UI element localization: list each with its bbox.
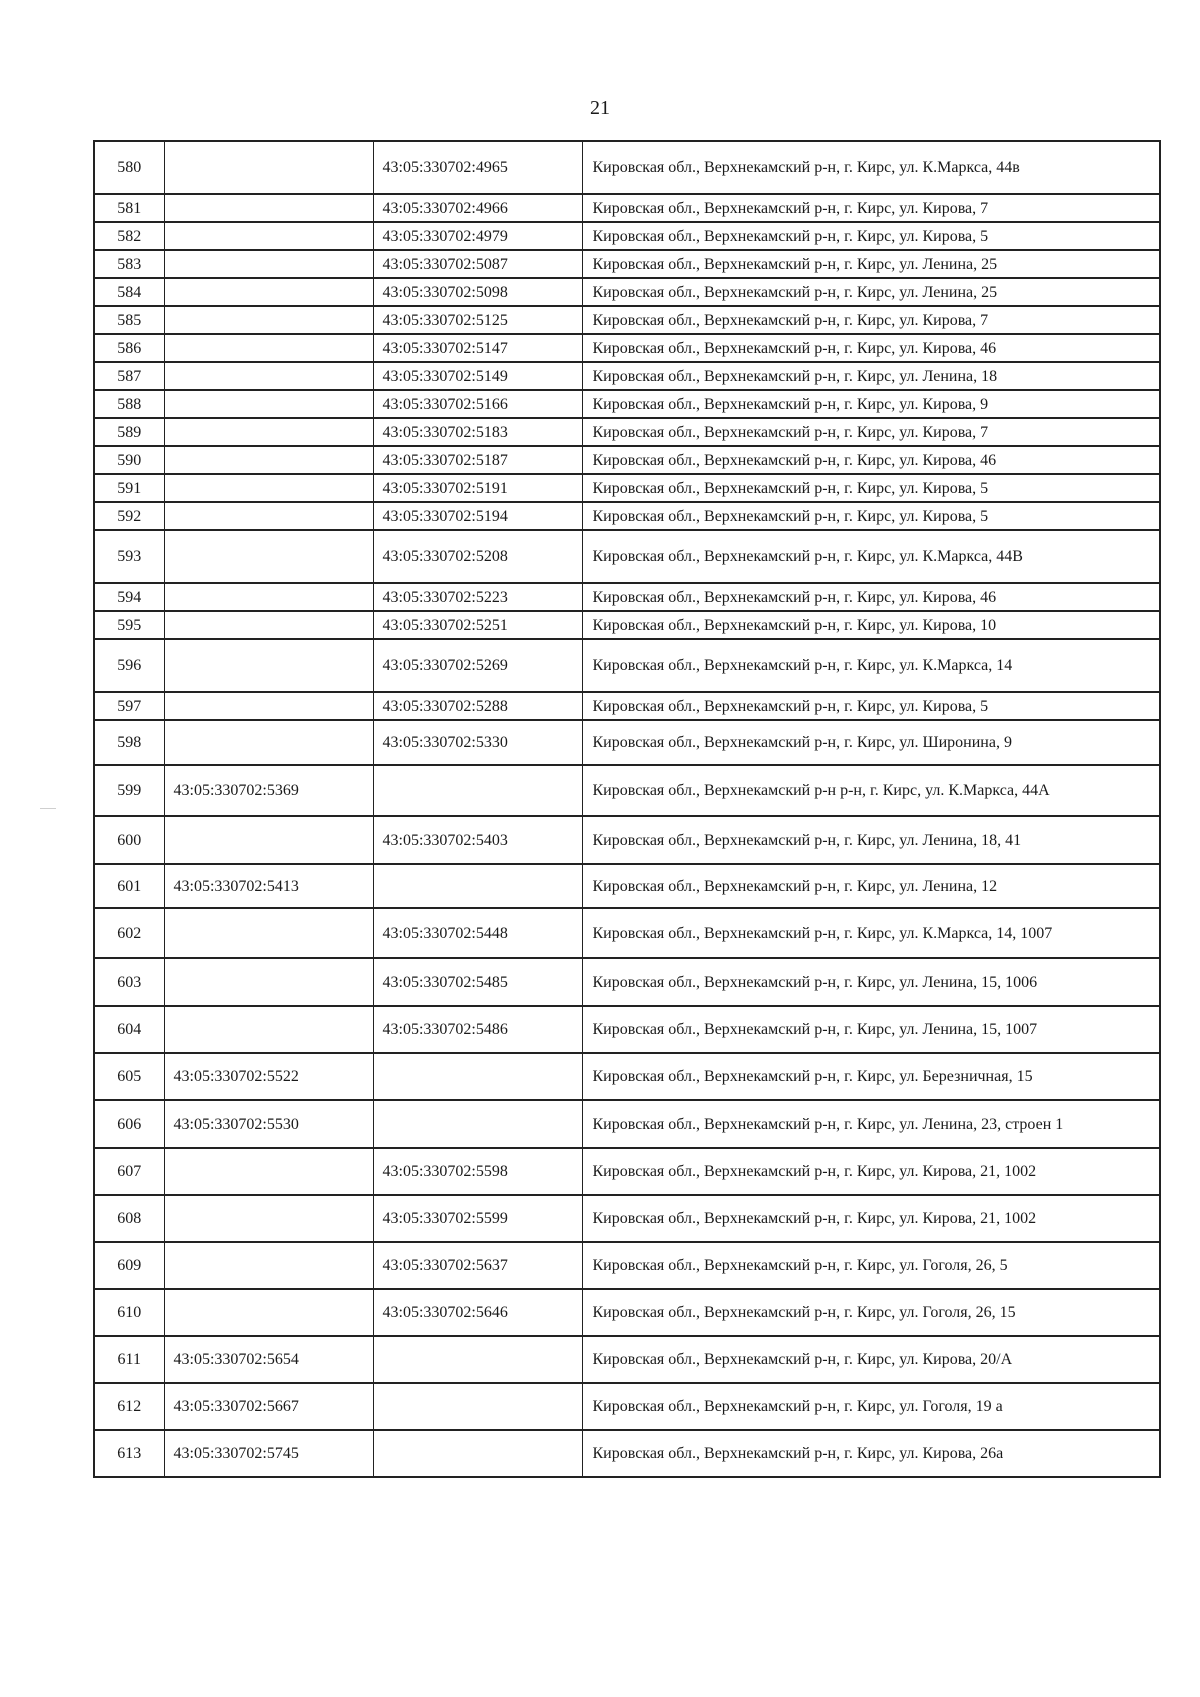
parcel-cadastral-cell <box>164 222 373 250</box>
row-number-cell: 609 <box>94 1242 164 1289</box>
table-row <box>94 1430 1160 1477</box>
table-row <box>94 334 1160 362</box>
building-cadastral-cell: 43:05:330702:5330 <box>373 720 582 765</box>
row-number-cell: 587 <box>94 362 164 390</box>
building-cadastral-cell: 43:05:330702:5403 <box>373 816 582 864</box>
parcel-cadastral-cell: 43:05:330702:5413 <box>164 864 373 908</box>
parcel-cadastral-cell <box>164 418 373 446</box>
row-number-cell: 602 <box>94 908 164 958</box>
table-row <box>94 583 1160 611</box>
page-number: 21 <box>590 97 610 119</box>
building-cadastral-cell: 43:05:330702:5149 <box>373 362 582 390</box>
row-number-cell: 611 <box>94 1336 164 1383</box>
table-row <box>94 1242 1160 1289</box>
building-cadastral-cell <box>373 1100 582 1148</box>
address-cell: Кировская обл., Верхнекамский р-н, г. Кирс, ул. К.Маркса, 44в <box>582 141 1160 194</box>
building-cadastral-cell <box>373 1336 582 1383</box>
building-cadastral-cell: 43:05:330702:5637 <box>373 1242 582 1289</box>
parcel-cadastral-cell: 43:05:330702:5745 <box>164 1430 373 1477</box>
address-cell: Кировская обл., Верхнекамский р-н, г. Кирс, ул. Кирова, 5 <box>582 502 1160 530</box>
building-cadastral-cell: 43:05:330702:5251 <box>373 611 582 639</box>
address-cell: Кировская обл., Верхнекамский р-н, г. Кирс, ул. Кирова, 5 <box>582 692 1160 720</box>
address-cell: Кировская обл., Верхнекамский р-н, г. Кирс, ул. Ленина, 23, строен 1 <box>582 1100 1160 1148</box>
address-cell: Кировская обл., Верхнекамский р-н, г. Кирс, ул. Кирова, 46 <box>582 583 1160 611</box>
building-cadastral-cell: 43:05:330702:5599 <box>373 1195 582 1242</box>
parcel-cadastral-cell <box>164 250 373 278</box>
row-number-cell: 599 <box>94 765 164 816</box>
row-number-cell: 608 <box>94 1195 164 1242</box>
parcel-cadastral-cell <box>164 306 373 334</box>
address-cell: Кировская обл., Верхнекамский р-н, г. Кирс, ул. Кирова, 7 <box>582 194 1160 222</box>
row-number-cell: 597 <box>94 692 164 720</box>
address-cell: Кировская обл., Верхнекамский р-н, г. Кирс, ул. Ленина, 15, 1007 <box>582 1006 1160 1053</box>
row-number-cell: 592 <box>94 502 164 530</box>
table-row <box>94 1195 1160 1242</box>
table-row <box>94 390 1160 418</box>
building-cadastral-cell: 43:05:330702:5448 <box>373 908 582 958</box>
table-row <box>94 194 1160 222</box>
register-table-body <box>94 141 1160 1477</box>
building-cadastral-cell: 43:05:330702:5486 <box>373 1006 582 1053</box>
row-number-cell: 586 <box>94 334 164 362</box>
row-number-cell: 584 <box>94 278 164 306</box>
address-cell: Кировская обл., Верхнекамский р-н, г. Кирс, ул. Кирова, 20/А <box>582 1336 1160 1383</box>
parcel-cadastral-cell <box>164 194 373 222</box>
parcel-cadastral-cell: 43:05:330702:5530 <box>164 1100 373 1148</box>
table-row <box>94 362 1160 390</box>
building-cadastral-cell: 43:05:330702:5194 <box>373 502 582 530</box>
row-number-cell: 580 <box>94 141 164 194</box>
parcel-cadastral-cell: 43:05:330702:5667 <box>164 1383 373 1430</box>
parcel-cadastral-cell <box>164 446 373 474</box>
address-cell: Кировская обл., Верхнекамский р-н, г. Кирс, ул. Гоголя, 26, 15 <box>582 1289 1160 1336</box>
table-row <box>94 222 1160 250</box>
row-number-cell: 590 <box>94 446 164 474</box>
row-number-cell: 589 <box>94 418 164 446</box>
table-row <box>94 418 1160 446</box>
parcel-cadastral-cell <box>164 1195 373 1242</box>
row-number-cell: 582 <box>94 222 164 250</box>
parcel-cadastral-cell <box>164 278 373 306</box>
address-cell: Кировская обл., Верхнекамский р-н, г. Кирс, ул. Кирова, 46 <box>582 446 1160 474</box>
table-row <box>94 1148 1160 1195</box>
row-number-cell: 595 <box>94 611 164 639</box>
row-number-cell: 600 <box>94 816 164 864</box>
table-row <box>94 765 1160 816</box>
row-number-cell: 605 <box>94 1053 164 1100</box>
parcel-cadastral-cell <box>164 908 373 958</box>
row-number-cell: 604 <box>94 1006 164 1053</box>
address-cell: Кировская обл., Верхнекамский р-н, г. Кирс, ул. Ленина, 15, 1006 <box>582 958 1160 1006</box>
table-row <box>94 1336 1160 1383</box>
parcel-cadastral-cell <box>164 390 373 418</box>
table-row <box>94 1289 1160 1336</box>
parcel-cadastral-cell <box>164 692 373 720</box>
cadastral-register-table <box>93 140 1161 1478</box>
parcel-cadastral-cell: 43:05:330702:5369 <box>164 765 373 816</box>
row-number-cell: 613 <box>94 1430 164 1477</box>
address-cell: Кировская обл., Верхнекамский р-н, г. Кирс, ул. К.Маркса, 44В <box>582 530 1160 583</box>
table-row <box>94 639 1160 692</box>
parcel-cadastral-cell: 43:05:330702:5654 <box>164 1336 373 1383</box>
parcel-cadastral-cell <box>164 530 373 583</box>
address-cell: Кировская обл., Верхнекамский р-н, г. Кирс, ул. Кирова, 21, 1002 <box>582 1195 1160 1242</box>
table-row <box>94 1006 1160 1053</box>
table-row <box>94 692 1160 720</box>
building-cadastral-cell: 43:05:330702:5098 <box>373 278 582 306</box>
address-cell: Кировская обл., Верхнекамский р-н, г. Кирс, ул. Ленина, 25 <box>582 278 1160 306</box>
building-cadastral-cell <box>373 1430 582 1477</box>
table-row <box>94 611 1160 639</box>
table-row <box>94 306 1160 334</box>
table-row <box>94 1383 1160 1430</box>
address-cell: Кировская обл., Верхнекамский р-н, г. Кирс, ул. Кирова, 9 <box>582 390 1160 418</box>
parcel-cadastral-cell <box>164 816 373 864</box>
row-number-cell: 591 <box>94 474 164 502</box>
parcel-cadastral-cell <box>164 1006 373 1053</box>
address-cell: Кировская обл., Верхнекамский р-н, г. Кирс, ул. Кирова, 5 <box>582 222 1160 250</box>
building-cadastral-cell: 43:05:330702:5191 <box>373 474 582 502</box>
building-cadastral-cell: 43:05:330702:5598 <box>373 1148 582 1195</box>
address-cell: Кировская обл., Верхнекамский р-н, г. Кирс, ул. К.Маркса, 14, 1007 <box>582 908 1160 958</box>
row-number-cell: 594 <box>94 583 164 611</box>
row-number-cell: 593 <box>94 530 164 583</box>
address-cell: Кировская обл., Верхнекамский р-н, г. Кирс, ул. Кирова, 7 <box>582 418 1160 446</box>
building-cadastral-cell: 43:05:330702:5208 <box>373 530 582 583</box>
table-row <box>94 141 1160 194</box>
row-number-cell: 588 <box>94 390 164 418</box>
table-row <box>94 720 1160 765</box>
row-number-cell: 607 <box>94 1148 164 1195</box>
table-row <box>94 250 1160 278</box>
row-number-cell: 612 <box>94 1383 164 1430</box>
table-row <box>94 816 1160 864</box>
parcel-cadastral-cell: 43:05:330702:5522 <box>164 1053 373 1100</box>
address-cell: Кировская обл., Верхнекамский р-н, г. Кирс, ул. Кирова, 21, 1002 <box>582 1148 1160 1195</box>
parcel-cadastral-cell <box>164 611 373 639</box>
row-number-cell: 606 <box>94 1100 164 1148</box>
row-number-cell: 603 <box>94 958 164 1006</box>
building-cadastral-cell: 43:05:330702:4979 <box>373 222 582 250</box>
building-cadastral-cell: 43:05:330702:4966 <box>373 194 582 222</box>
row-number-cell: 610 <box>94 1289 164 1336</box>
row-number-cell: 583 <box>94 250 164 278</box>
table-row <box>94 864 1160 908</box>
address-cell: Кировская обл., Верхнекамский р-н, г. Кирс, ул. Ленина, 12 <box>582 864 1160 908</box>
table-row <box>94 1100 1160 1148</box>
building-cadastral-cell: 43:05:330702:5269 <box>373 639 582 692</box>
building-cadastral-cell <box>373 864 582 908</box>
table-row <box>94 958 1160 1006</box>
table-row <box>94 908 1160 958</box>
row-number-cell: 581 <box>94 194 164 222</box>
building-cadastral-cell: 43:05:330702:5485 <box>373 958 582 1006</box>
parcel-cadastral-cell <box>164 141 373 194</box>
address-cell: Кировская обл., Верхнекамский р-н, г. Кирс, ул. Ленина, 25 <box>582 250 1160 278</box>
parcel-cadastral-cell <box>164 1242 373 1289</box>
parcel-cadastral-cell <box>164 720 373 765</box>
address-cell: Кировская обл., Верхнекамский р-н, г. Кирс, ул. Ленина, 18 <box>582 362 1160 390</box>
table-row <box>94 278 1160 306</box>
building-cadastral-cell <box>373 1383 582 1430</box>
building-cadastral-cell: 43:05:330702:5288 <box>373 692 582 720</box>
address-cell: Кировская обл., Верхнекамский р-н, г. Кирс, ул. Кирова, 46 <box>582 334 1160 362</box>
building-cadastral-cell: 43:05:330702:5087 <box>373 250 582 278</box>
building-cadastral-cell <box>373 1053 582 1100</box>
building-cadastral-cell: 43:05:330702:5183 <box>373 418 582 446</box>
row-number-cell: 598 <box>94 720 164 765</box>
parcel-cadastral-cell <box>164 362 373 390</box>
table-row <box>94 530 1160 583</box>
building-cadastral-cell: 43:05:330702:5187 <box>373 446 582 474</box>
address-cell: Кировская обл., Верхнекамский р-н, г. Кирс, ул. Кирова, 26а <box>582 1430 1160 1477</box>
parcel-cadastral-cell <box>164 583 373 611</box>
address-cell: Кировская обл., Верхнекамский р-н, г. Кирс, ул. Кирова, 7 <box>582 306 1160 334</box>
address-cell: Кировская обл., Верхнекамский р-н, г. Кирс, ул. Гоголя, 26, 5 <box>582 1242 1160 1289</box>
table-row <box>94 446 1160 474</box>
building-cadastral-cell: 43:05:330702:5166 <box>373 390 582 418</box>
address-cell: Кировская обл., Верхнекамский р-н, г. Кирс, ул. Ленина, 18, 41 <box>582 816 1160 864</box>
address-cell: Кировская обл., Верхнекамский р-н, г. Кирс, ул. К.Маркса, 14 <box>582 639 1160 692</box>
parcel-cadastral-cell <box>164 502 373 530</box>
building-cadastral-cell: 43:05:330702:5646 <box>373 1289 582 1336</box>
building-cadastral-cell: 43:05:330702:5223 <box>373 583 582 611</box>
address-cell: Кировская обл., Верхнекамский р-н, г. Кирс, ул. Кирова, 5 <box>582 474 1160 502</box>
building-cadastral-cell: 43:05:330702:5125 <box>373 306 582 334</box>
row-number-cell: 596 <box>94 639 164 692</box>
address-cell: Кировская обл., Верхнекамский р-н, г. Кирс, ул. Кирова, 10 <box>582 611 1160 639</box>
address-cell: Кировская обл., Верхнекамский р-н р-н, г. Кирс, ул. К.Маркса, 44А <box>582 765 1160 816</box>
table-row <box>94 1053 1160 1100</box>
parcel-cadastral-cell <box>164 639 373 692</box>
parcel-cadastral-cell <box>164 1148 373 1195</box>
address-cell: Кировская обл., Верхнекамский р-н, г. Кирс, ул. Березничная, 15 <box>582 1053 1160 1100</box>
building-cadastral-cell: 43:05:330702:4965 <box>373 141 582 194</box>
table-row <box>94 502 1160 530</box>
building-cadastral-cell <box>373 765 582 816</box>
parcel-cadastral-cell <box>164 334 373 362</box>
parcel-cadastral-cell <box>164 1289 373 1336</box>
parcel-cadastral-cell <box>164 474 373 502</box>
address-cell: Кировская обл., Верхнекамский р-н, г. Кирс, ул. Гоголя, 19 а <box>582 1383 1160 1430</box>
address-cell: Кировская обл., Верхнекамский р-н, г. Кирс, ул. Широнина, 9 <box>582 720 1160 765</box>
table-row <box>94 474 1160 502</box>
building-cadastral-cell: 43:05:330702:5147 <box>373 334 582 362</box>
row-number-cell: 585 <box>94 306 164 334</box>
parcel-cadastral-cell <box>164 958 373 1006</box>
scan-margin-mark <box>40 808 56 809</box>
row-number-cell: 601 <box>94 864 164 908</box>
